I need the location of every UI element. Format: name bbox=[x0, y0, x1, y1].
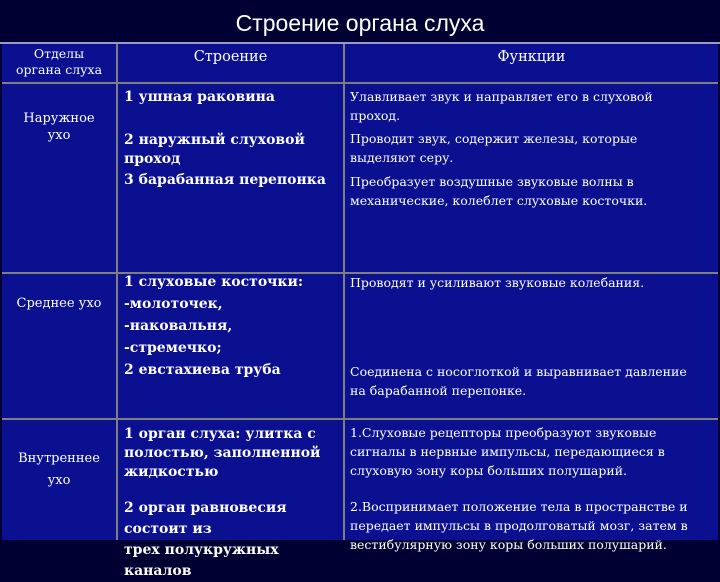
section-inner-ear bbox=[2, 448, 116, 492]
section-outer-ear-cell bbox=[2, 84, 116, 272]
header-structure: Строение bbox=[193, 49, 268, 65]
function-line: передает импульсы в продолговатый мозг, затем в bbox=[350, 518, 688, 533]
function-ossicles bbox=[350, 273, 644, 292]
structure-line: -молоточек, bbox=[124, 296, 223, 312]
structure-line: -стремечко; bbox=[124, 340, 222, 356]
function-line: выделяют серу. bbox=[350, 150, 454, 165]
function-line: слуховую зону коры больших полушарий. bbox=[350, 463, 628, 478]
function-vestibular bbox=[350, 497, 688, 554]
structure-line: каналов bbox=[124, 563, 192, 579]
section-line: Наружное bbox=[23, 111, 95, 126]
header-structure-cell bbox=[118, 44, 343, 82]
header-sections-line: Отделы bbox=[33, 46, 85, 61]
section-outer-ear bbox=[2, 110, 116, 144]
structure-line: трех полукружных bbox=[124, 542, 279, 558]
structure-line: 3 барабанная перепонка bbox=[124, 172, 326, 188]
structure-line: 2 наружный слуховой bbox=[124, 132, 305, 148]
structure-line: 2 евстахиева труба bbox=[124, 362, 281, 378]
structure-line: 1 орган слуха: улитка с bbox=[124, 426, 316, 442]
structure-ear-canal bbox=[124, 131, 305, 169]
section-line: Среднее ухо bbox=[16, 296, 102, 311]
page-title: Строение органа слуха bbox=[235, 10, 485, 36]
header-sections-cell bbox=[2, 44, 116, 82]
structure-line: жидкостью bbox=[124, 464, 219, 480]
section-inner-ear-cell bbox=[2, 420, 116, 540]
structure-table bbox=[2, 44, 718, 579]
function-line: Соединена с носоглоткой и выравнивает давление bbox=[350, 364, 687, 379]
middle-functions-cell bbox=[345, 274, 718, 418]
function-line: 1.Слуховые рецепторы преобразуют звуковые bbox=[350, 425, 657, 440]
outer-structure-cell bbox=[118, 84, 343, 272]
section-middle-ear-cell bbox=[2, 274, 116, 418]
function-line: Проводит звук, содержит железы, которые bbox=[350, 131, 638, 146]
function-line: вестибулярную зону коры больших полушарий. bbox=[350, 537, 667, 552]
function-eardrum bbox=[350, 172, 647, 210]
structure-eardrum bbox=[124, 171, 326, 190]
function-cochlea bbox=[350, 423, 665, 480]
function-ear-canal bbox=[350, 129, 637, 167]
structure-line: 1 слуховые косточки: bbox=[124, 274, 304, 290]
header-sections-line: органа слуха bbox=[15, 62, 103, 77]
function-eustachian-tube bbox=[350, 362, 687, 400]
function-line: Преобразует воздушные звуковые волны в bbox=[350, 174, 634, 189]
outer-functions-cell bbox=[345, 84, 718, 272]
section-line: ухо bbox=[47, 473, 71, 488]
structure-line: полостью, заполненной bbox=[124, 445, 321, 461]
function-line: Проводят и усиливают звуковые колебания. bbox=[350, 275, 645, 290]
section-line: Внутреннее bbox=[18, 451, 100, 466]
function-line: проход. bbox=[350, 108, 401, 123]
section-line: ухо bbox=[47, 128, 71, 143]
header-functions: Функции bbox=[497, 49, 566, 65]
function-line: на барабанной перепонке. bbox=[350, 383, 527, 398]
function-line: 2.Воспринимает положение тела в пространстве и bbox=[350, 499, 688, 514]
structure-line: 1 ушная раковина bbox=[124, 89, 275, 105]
structure-cochlea bbox=[124, 425, 320, 482]
middle-structure-cell bbox=[118, 274, 343, 418]
structure-ossicles bbox=[124, 271, 303, 359]
structure-eustachian-tube bbox=[124, 359, 281, 381]
structure-line: проход bbox=[124, 151, 181, 167]
structure-line: 2 орган равновесия bbox=[124, 500, 287, 516]
structure-line: -наковальня, bbox=[124, 318, 233, 334]
function-auricle bbox=[350, 87, 653, 125]
header-functions-cell bbox=[345, 44, 718, 82]
structure-line: состоит из bbox=[124, 521, 212, 537]
inner-functions-cell bbox=[345, 420, 718, 552]
header-sections bbox=[2, 46, 116, 78]
function-line: Улавливает звук и направляет его в слуховой bbox=[350, 89, 653, 104]
inner-structure-cell bbox=[118, 420, 343, 579]
section-middle-ear bbox=[2, 295, 116, 312]
structure-auricle bbox=[124, 88, 275, 107]
structure-vestibular bbox=[124, 498, 287, 582]
function-line: механические, колеблет слуховые косточки. bbox=[350, 193, 648, 208]
function-line: сигналы в нервные импульсы, передающиеся в bbox=[350, 444, 665, 459]
